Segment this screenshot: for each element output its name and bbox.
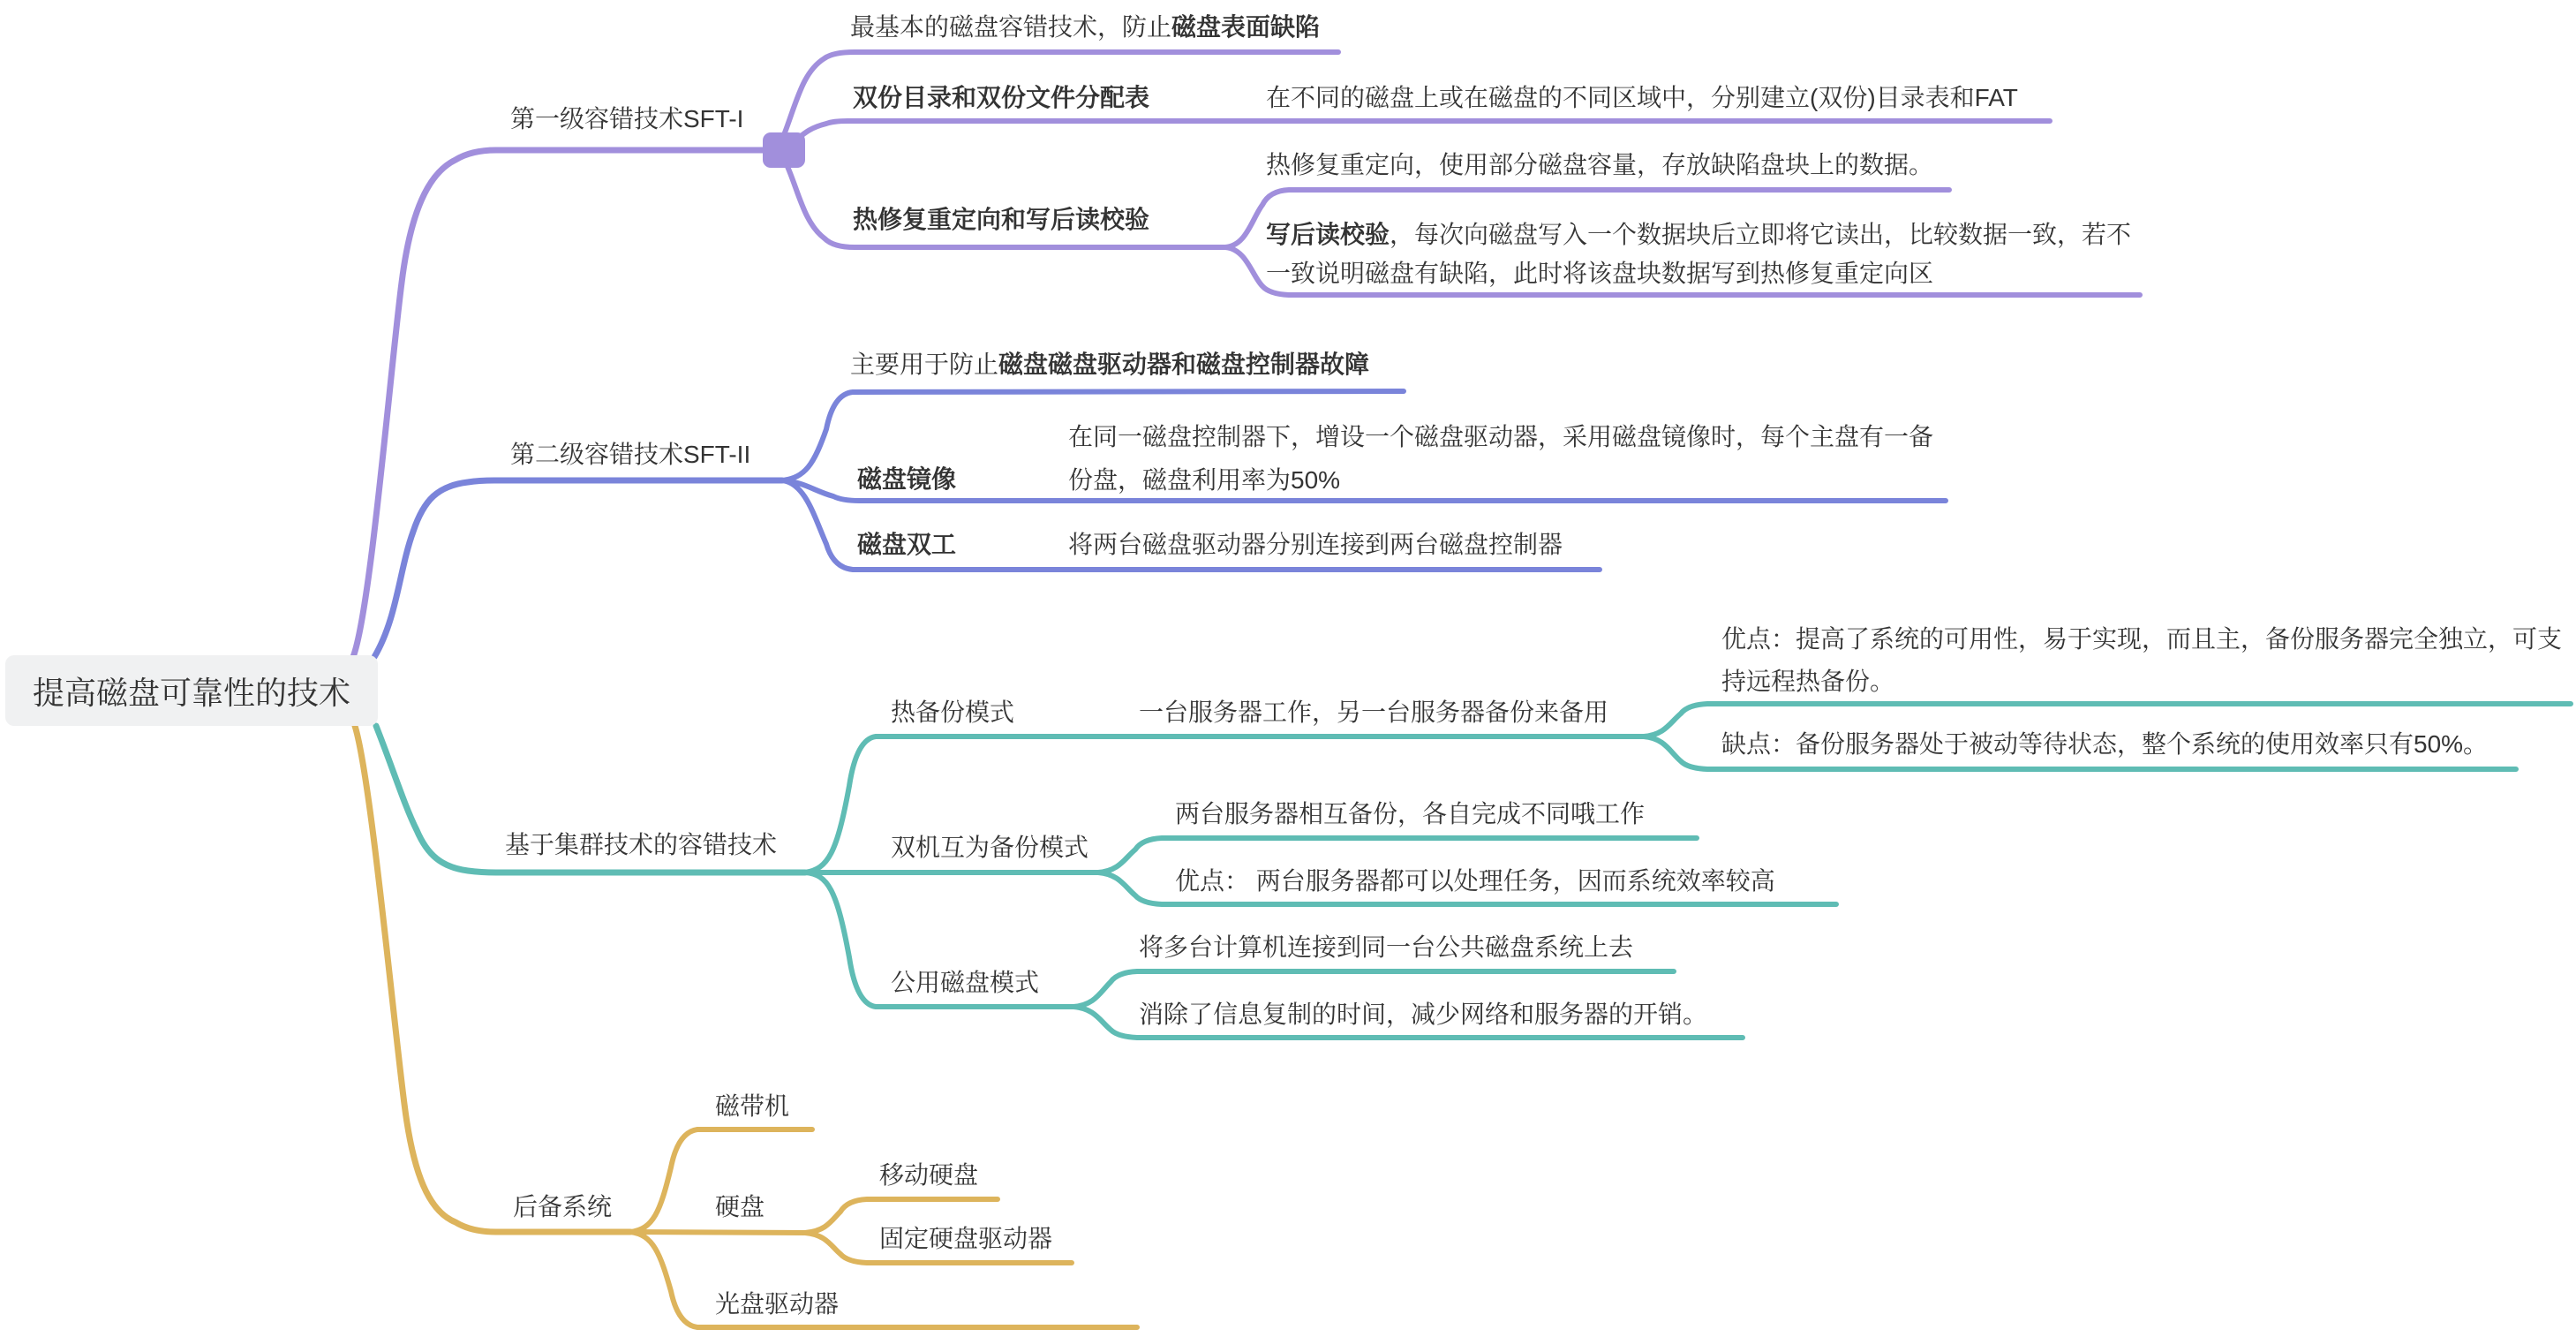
- node-shared-disk-benefit[interactable]: 消除了信息复制的时间，减少网络和服务器的开销。: [1139, 1001, 1708, 1028]
- edge-dual-directory: [787, 121, 2050, 147]
- node-sft2[interactable]: 第二级容错技术SFT-II: [510, 441, 751, 468]
- node-optical-drive[interactable]: 光盘驱动器: [715, 1290, 840, 1318]
- node-hot-standby[interactable]: 热备份模式: [891, 699, 1015, 726]
- node-mutual-backup-pro[interactable]: 优点： 两台服务器都可以处理任务，因而系统效率较高: [1175, 867, 1775, 895]
- branch-sft1-line: [353, 150, 770, 657]
- node-backup-system[interactable]: 后备系统: [513, 1193, 613, 1220]
- sft1-summary-prefix: 最基本的磁盘容错技术，防止: [850, 13, 1172, 41]
- node-cluster[interactable]: 基于集群技术的容错技术: [505, 831, 778, 858]
- node-dual-directory[interactable]: 双份目录和双份文件分配表: [853, 84, 1150, 111]
- node-shared-disk-desc[interactable]: 将多台计算机连接到同一台公共磁盘系统上去: [1139, 933, 1634, 961]
- node-hotfix-redirect-desc[interactable]: 热修复重定向，使用部分磁盘容量，存放缺陷盘块上的数据。: [1266, 151, 1934, 178]
- sft2-summary-bold: 磁盘磁盘驱动器和磁盘控制器故障: [998, 351, 1370, 378]
- node-disk-mirror[interactable]: 磁盘镜像: [857, 465, 957, 493]
- node-mutual-backup-desc[interactable]: 两台服务器相互备份，各自完成不同哦工作: [1175, 800, 1646, 827]
- node-hotfix[interactable]: 热修复重定向和写后读校验: [853, 206, 1150, 233]
- node-hot-standby-desc[interactable]: 一台服务器工作，另一台服务器备份来备用: [1139, 699, 1609, 726]
- write-verify-bold: 写后读校验: [1266, 221, 1390, 248]
- sft2-summary-prefix: 主要用于防止: [850, 351, 999, 378]
- branch-backup-line: [355, 726, 630, 1232]
- root-node[interactable]: 提高磁盘可靠性的技术: [5, 655, 378, 726]
- node-hot-standby-con[interactable]: 缺点：备份服务器处于被动等待状态，整个系统的使用效率只有50%。: [1721, 730, 2489, 758]
- node-hot-standby-pro[interactable]: 优点：提高了系统的可用性，易于实现，而且主，备份服务器完全独立，可支持远程热备份。: [1721, 625, 2563, 695]
- sft1-summary-bold: 磁盘表面缺陷: [1171, 13, 1321, 41]
- node-tape-drive[interactable]: 磁带机: [715, 1092, 790, 1120]
- node-sft2-summary[interactable]: [850, 348, 1369, 381]
- node-disk-mirror-desc[interactable]: 在同一磁盘控制器下，增设一个磁盘驱动器，采用磁盘镜像时，每个主盘有一备份盘，磁盘利用率为50%: [1068, 423, 1934, 494]
- node-write-verify-desc[interactable]: [1266, 215, 2153, 293]
- node-disk-duplex[interactable]: 磁盘双工: [857, 531, 957, 558]
- write-verify-rest: ，每次向磁盘写入一个数据块后立即将它读出，比较数据一致，若不一致说明磁盘有缺陷，此时将该盘块数据写到热修复重定向区: [1266, 221, 2132, 287]
- node-disk-duplex-desc[interactable]: 将两台磁盘驱动器分别连接到两台磁盘控制器: [1068, 531, 1563, 558]
- sft1-collapse-handle[interactable]: [763, 132, 805, 168]
- node-fixed-hdd[interactable]: 固定硬盘驱动器: [879, 1225, 1053, 1252]
- node-shared-disk[interactable]: 公用磁盘模式: [891, 969, 1040, 996]
- node-sft1[interactable]: 第一级容错技术SFT-I: [510, 105, 744, 132]
- edge-hdd: [630, 1232, 805, 1233]
- node-mobile-hdd[interactable]: 移动硬盘: [879, 1161, 979, 1189]
- node-sft1-summary[interactable]: [850, 11, 1320, 44]
- branch-sft2-line: [374, 480, 782, 657]
- node-mutual-backup[interactable]: 双机互为备份模式: [891, 834, 1089, 861]
- node-hard-disk[interactable]: 硬盘: [715, 1193, 765, 1220]
- node-dual-directory-desc[interactable]: 在不同的磁盘上或在磁盘的不同区域中，分别建立(双份)目录表和FAT: [1266, 84, 2018, 111]
